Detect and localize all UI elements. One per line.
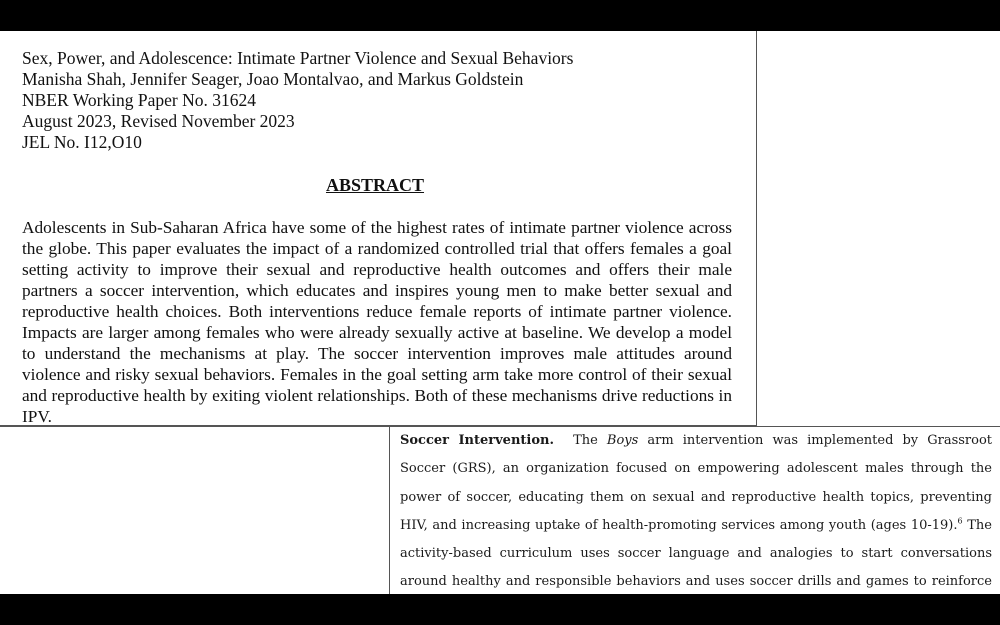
paper-series: NBER Working Paper No. 31624: [22, 90, 257, 110]
column-divider: [389, 427, 390, 594]
paper-metadata: [22, 48, 742, 153]
paper-title: Sex, Power, and Adolescence: Intimate Partner Violence and Sexual Behaviors: [22, 48, 574, 68]
excerpt-text-1: The: [573, 433, 598, 448]
top-letterbox-bar: [0, 0, 1000, 31]
paper-authors: Manisha Shah, Jennifer Seager, Joao Montalvao, and Markus Goldstein: [22, 69, 524, 89]
paper-jel: JEL No. I12,O10: [22, 132, 142, 152]
footnote-marker[interactable]: 6: [957, 516, 963, 526]
excerpt-text-3: The activity-based curriculum uses soccer language and analogies to start conversations around healthy and responsible behaviors and uses soccer drills and games to reinforce: [400, 517, 992, 590]
excerpt-heading: Soccer Intervention.: [400, 433, 555, 448]
excerpt-italic-word: Boys: [606, 433, 639, 448]
document-canvas: [0, 31, 1000, 594]
bottom-letterbox-bar: [0, 594, 1000, 625]
abstract-heading: ABSTRACT: [325, 175, 425, 195]
excerpt-text-2: arm intervention was implemented by Grassroot Soccer (GRS), an organization focused on empowering adolescent males through the power of soccer, educating them on sexual and reproductive health topics, preventing HIV, and increasing uptake of health-promoting services among youth (ages 10-19).: [400, 433, 992, 533]
abstract-body: Adolescents in Sub-Saharan Africa have some of the highest rates of intimate partner violence across the globe. This paper evaluates the impact of a randomized controlled trial that offers females a goal setting activity to improve their sexual and reproductive health outcomes and offers their male partners a soccer intervention, which educates and inspires young men to make better sexual and reproductive health choices. Both interventions reduce female reports of intimate partner violence. Impacts are larger among females who were already sexually active at baseline. We develop a model to understand the mechanisms at play. The soccer intervention improves male attitudes around violence and risky sexual behaviors. Females in the goal setting arm take more control of their sexual and reproductive health by exiting violent relationships. Both of these mechanisms drive reductions in IPV.: [22, 218, 732, 426]
abstract-page-box: [0, 31, 757, 426]
paper-date: August 2023, Revised November 2023: [22, 111, 295, 131]
